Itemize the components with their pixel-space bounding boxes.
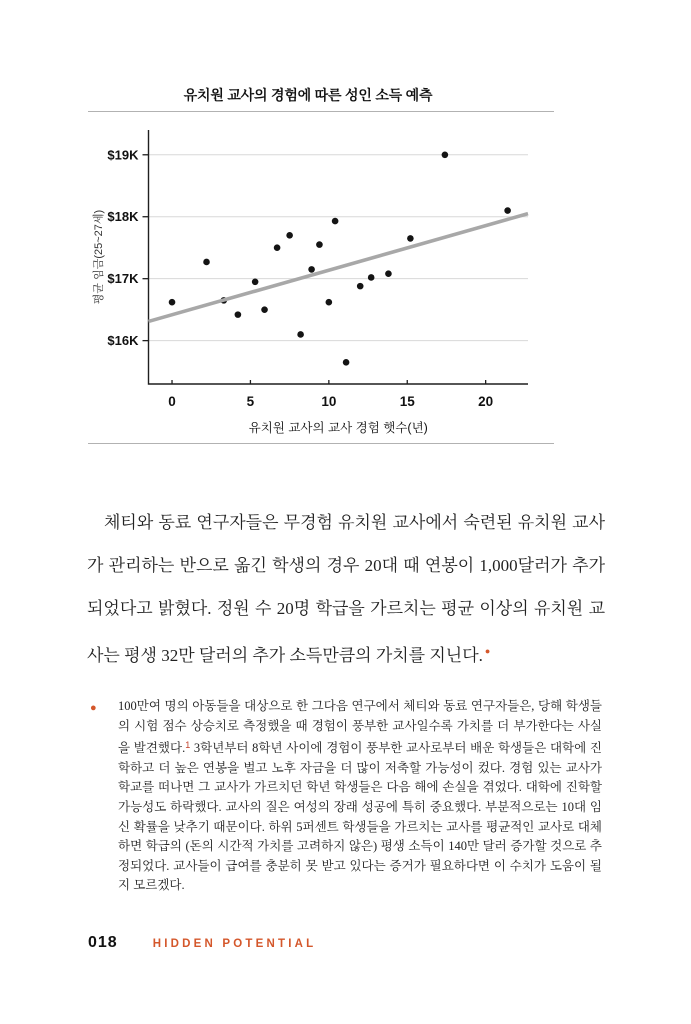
body-paragraph (87, 501, 605, 677)
footnote-block (88, 697, 602, 896)
y-tick-label: $17K (107, 271, 139, 287)
scatter-point (368, 274, 375, 281)
trend-line (149, 214, 529, 322)
scatter-point (297, 331, 304, 338)
chart-title: 유치원 교사의 경험에 따른 성인 소득 예측 (183, 87, 433, 103)
paragraph-footnote-marker: ● (484, 646, 491, 656)
scatter-point (235, 311, 242, 318)
scatter-point (343, 359, 350, 366)
scatter-point (332, 218, 339, 225)
scatter-point (308, 266, 315, 273)
x-tick-label: 15 (399, 394, 415, 409)
footnote-bullet-icon: ● (90, 702, 97, 714)
scatter-point (316, 241, 323, 248)
scatter-point (407, 235, 414, 242)
scatter-point (169, 299, 176, 306)
page-footer (88, 934, 316, 952)
scatter-point (357, 283, 364, 290)
x-axis-label: 유치원 교사의 교사 경험 햇수(년) (248, 421, 428, 435)
y-tick-label: $19K (107, 147, 139, 163)
scatter-point (385, 270, 392, 277)
figure-bottom-rule (88, 443, 554, 444)
footnote-text-lead: 100만여 명의 아동들을 대상으로 한 그다음 연구에서 체티와 동료 연구자들은, 당해 학생들의 시험 점수 상승치로 측정했을 때 경험이 풍부한 교사일수록 가치를 더 부가한다는 사실을 발견했다. (118, 699, 602, 756)
scatter-point (286, 232, 293, 239)
running-book-title: HIDDEN POTENTIAL (152, 938, 317, 950)
experience-income-scatter-chart (88, 112, 554, 444)
scatter-point (326, 299, 333, 306)
scatter-point (203, 259, 210, 266)
scatter-point (252, 278, 259, 285)
x-tick-label: 5 (246, 394, 255, 409)
y-tick-label: $16K (107, 333, 139, 349)
scatter-point (274, 244, 281, 251)
body-paragraph-text: 체티와 동료 연구자들은 무경험 유치원 교사에서 숙련된 유치원 교사가 관리하는 반으로 옮긴 학생의 경우 20대 때 연봉이 1,000달러가 추가되었다고 밝혔다. 정원 수 20명 학급을 가르치는 평균 이상의 유치원 교사는 평생 32만 달러의 추가 소득만큼의 가치를 지닌다. (87, 513, 605, 665)
x-tick-label: 10 (321, 394, 337, 409)
axes (149, 130, 529, 384)
footnote-text-rest: 3학년부터 8학년 사이에 경험이 풍부한 교사로부터 배운 학생들은 대학에 진학하고 더 높은 연봉을 벌고 노후 자금을 더 많이 저축할 가능성이 컸다. 경험 있는 교사가 학교를 떠나면 그 교사가 가르치던 학년 학생들은 다음 해에 손실을 겪었다. 대학에 진학할 가능성도 하락했다. 교사의 질은 여성의 장래 성공에 특히 중요했다. 부분적으로는 10대 임신 확률을 낮추기 때문이다. 하위 5퍼센트 학생들을 가르치는 교사를 평균적인 교사로 대체하면 학급의 (돈의 시간적 가치를 고려하지 않은) 평생 소득이 140만 달러 증가할 것으로 추정되었다. 교사들이 급여를 충분히 못 받고 있다는 증거가 필요하다면 이 수치가 도움이 될지 모르겠다. (118, 741, 602, 893)
y-tick-label: $18K (107, 209, 139, 225)
scatter-point (442, 151, 449, 158)
scatter-point (504, 207, 511, 214)
x-tick-label: 0 (168, 394, 176, 409)
y-axis-label: 평균 임금(25~27세) (93, 209, 105, 305)
footnote-superscript-1: 1 (185, 740, 191, 751)
x-tick-label: 20 (478, 394, 494, 409)
scatter-point (261, 306, 268, 313)
page-number: 018 (88, 934, 118, 951)
